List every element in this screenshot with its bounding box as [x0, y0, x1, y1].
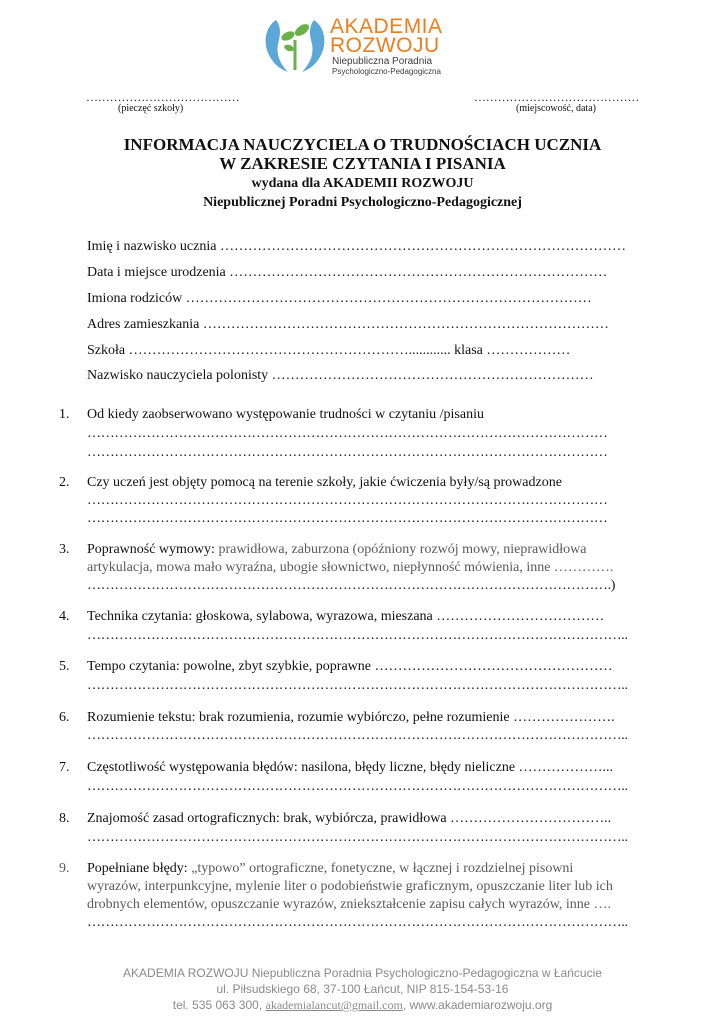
question-3-options: prawidłowa, zaburzona (opóźniony rozwój mowy, nieprawidłowa [214, 542, 587, 557]
question-5-answer-line[interactable]: ……………………………………………………………………………………………………….. [87, 678, 628, 693]
question-7-text: Częstotliwość występowania błędów: nasilona, błędy liczne, błędy nieliczne ………………... [87, 760, 614, 775]
question-6-answer-line[interactable]: ……………………………………………………………………………………………………….. [87, 728, 628, 743]
question-2-answer-line[interactable]: …………………………………………………………………………………………………… [87, 493, 608, 508]
question-1-text: Od kiedy zaobserwowano występowanie trudności w czytaniu /pisaniu [87, 407, 484, 422]
question-4-number: 4. [59, 609, 70, 624]
logo-title-line2: ROZWOJU [330, 34, 440, 57]
place-date-caption: (miejscowość, data) [516, 103, 596, 114]
page-title-line1: INFORMACJA NAUCZYCIELA O TRUDNOŚCIACH UCZNIA [123, 135, 602, 154]
logo [262, 14, 462, 76]
question-9-text [87, 861, 573, 877]
question-8-answer-line[interactable]: ……………………………………………………………………………………………………….. [87, 830, 628, 845]
school-class-field[interactable]: Szkoła ……………………………………………………............ klasa ……………… [87, 343, 571, 358]
logo-subtitle-line2: Psychologiczno-Pedagogiczna [332, 67, 441, 76]
question-1-answer-line[interactable]: …………………………………………………………………………………………………… [87, 445, 608, 460]
student-name-field[interactable]: Imię i nazwisko ucznia …………………………………………………………………………… [87, 239, 626, 254]
question-9-label: Popełniane błędy: [87, 861, 188, 876]
page-title-line2: W ZAKRESIE CZYTANIA I PISANIA [219, 154, 506, 173]
logo-title-line1: AKADEMIA [330, 15, 443, 38]
footer-email-link[interactable]: akademialancut@gmail.com [265, 998, 403, 1012]
question-1-number: 1. [59, 407, 70, 422]
question-6-text: Rozumienie tekstu: brak rozumienia, rozumie wybiórczo, pełne rozumienie …………………. [87, 710, 615, 725]
question-3-text [87, 542, 586, 558]
question-7-number: 7. [59, 760, 70, 775]
question-5-number: 5. [59, 659, 70, 674]
footer-line2: ul. Piłsudskiego 68, 37-100 Łańcut, NIP 815-154-53-16 [216, 982, 509, 996]
question-2-number: 2. [59, 475, 70, 490]
question-8-text: Znajomość zasad ortograficznych: brak, wybiórcza, prawidłowa …………………………….. [87, 811, 612, 826]
logo-subtitle-line1: Niepubliczna Poradnia [332, 56, 433, 67]
question-3-options-cont: artykulacja, mowa mało wyraźna, ubogie słownictwo, niepłynność mówienia, inne …………. [87, 560, 614, 575]
birth-date-place-field[interactable]: Data i miejsce urodzenia ……………………………………………………………………… [87, 265, 608, 280]
page-subtitle-line1: wydana dla AKADEMII ROZWOJU [251, 176, 474, 191]
footer-line1: AKADEMIA ROZWOJU Niepubliczna Poradnia Psychologiczno-Pedagogiczna w Łańcucie [123, 966, 602, 980]
address-field[interactable]: Adres zamieszkania …………………………………………………………………………… [87, 317, 609, 332]
question-2-text: Czy uczeń jest objęty pomocą na terenie szkoły, jakie ćwiczenia były/są prowadzone [87, 475, 562, 490]
question-2-answer-line[interactable]: …………………………………………………………………………………………………… [87, 511, 608, 526]
footer-website: , www.akademiarozwoju.org [402, 998, 553, 1012]
question-9-number: 9. [59, 861, 70, 876]
question-8-number: 8. [59, 811, 70, 826]
question-3-answer-line[interactable]: …………………………………………………………………………………………………….) [87, 578, 616, 593]
question-3-number: 3. [59, 542, 70, 557]
footer-line3 [0, 998, 725, 1013]
footer-phone: tel. 535 063 300, [172, 998, 266, 1012]
parents-names-field[interactable]: Imiona rodziców …………………………………………………………………………… [87, 291, 592, 306]
question-9-options: „typowo” ortograficzne, fonetyczne, w łącznej i rozdzielnej pisowni [187, 861, 574, 876]
school-stamp-caption: (pieczęć szkoły) [118, 103, 184, 114]
question-4-text: Technika czytania: głoskowa, sylabowa, wyrazowa, mieszana ……………………………… [87, 609, 605, 624]
question-3-label: Poprawność wymowy: [87, 542, 215, 557]
hands-sprout-icon [262, 14, 328, 76]
question-4-answer-line[interactable]: ……………………………………………………………………………………………………….. [87, 628, 628, 643]
question-5-text: Tempo czytania: powolne, zbyt szybkie, poprawne …………………………………………… [87, 659, 613, 674]
question-9-options-cont: drobnych elementów, opuszczanie wyrazów, zniekształcenie zapisu całych wyrazów, inne …. [87, 897, 612, 912]
question-6-number: 6. [59, 710, 70, 725]
question-1-answer-line[interactable]: …………………………………………………………………………………………………… [87, 426, 608, 441]
teacher-name-field[interactable]: Nazwisko nauczyciela polonisty …………………………………………………………… [87, 368, 594, 383]
school-stamp-line: ………………………………… [86, 90, 240, 104]
page-subtitle-line2: Niepublicznej Poradni Psychologiczno-Pedagogicznej [203, 195, 522, 210]
question-9-options-cont: wyrazów, interpunkcyjne, mylenie liter o podobieństwie graficznym, opuszczanie liter lub ich [87, 879, 613, 894]
question-9-answer-line[interactable]: ……………………………………………………………………………………………………….. [87, 915, 628, 930]
question-7-answer-line[interactable]: ……………………………………………………………………………………………………….. [87, 779, 628, 794]
place-date-line: …………………………………… [474, 90, 640, 104]
